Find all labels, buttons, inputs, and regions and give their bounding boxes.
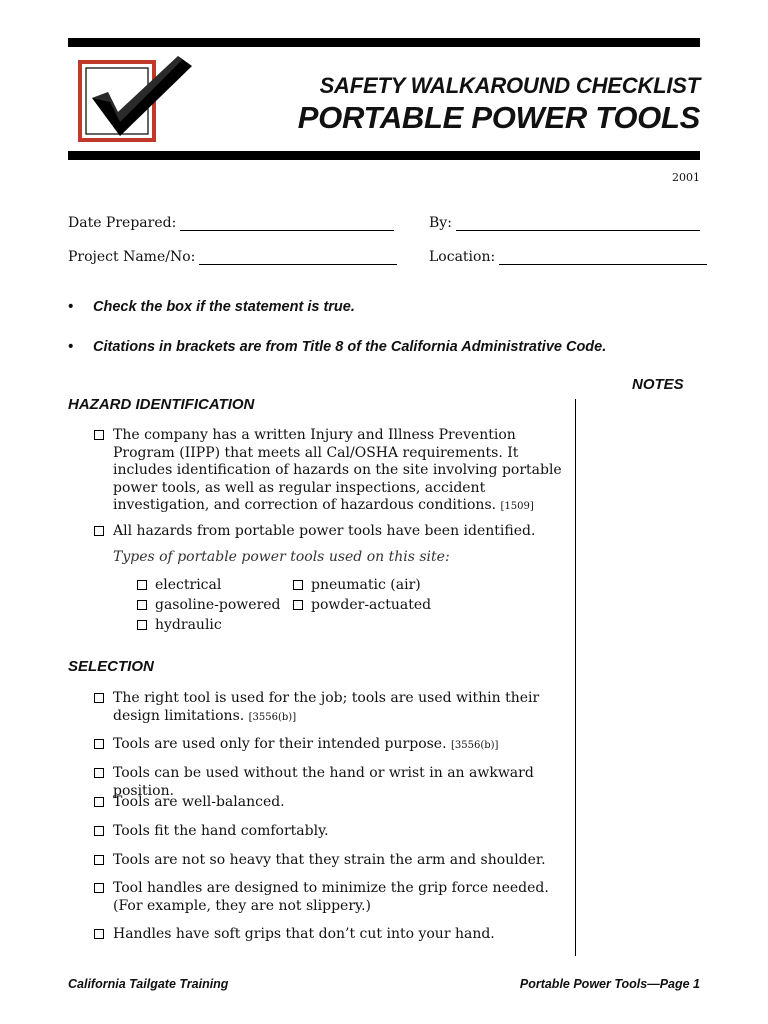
tool-type-option[interactable] [137,577,221,593]
location-line[interactable] [499,250,707,265]
header-top-rule [68,38,700,47]
checklist-item [94,823,564,841]
checkbox[interactable] [94,693,104,703]
item-text: Tools are well-balanced. [113,794,285,810]
item-text: The company has a written Injury and Illness Prevention Program (IIPP) that meets all Cal/OSHA requirements. It includes identification of hazards on the site involving portable power tools, as well as regular inspections, accident investigation, and correction of hazardous conditions. [113,427,562,513]
checklist-item [94,926,564,944]
tool-type-label: hydraulic [155,617,222,633]
location-field[interactable] [429,249,707,265]
checklist-item [94,765,564,799]
item-citation: [3556(b)] [248,711,297,723]
item-text: All hazards from portable power tools have been identified. [113,523,536,539]
tool-type-label: gasoline-powered [155,597,281,613]
checkbox[interactable] [94,929,104,939]
checklist-title: SAFETY WALKAROUND CHECKLIST [319,73,700,98]
footer-left: California Tailgate Training [68,977,229,991]
checklist-item [94,880,564,914]
checklist-item [94,852,564,870]
checklist-item [94,794,564,812]
bullet-icon: • [68,339,74,355]
date-prepared-label: Date Prepared: [68,215,177,231]
instruction-item [68,339,606,355]
footer-page-label: Portable Power Tools—Page 1 [519,977,700,991]
date-prepared-line[interactable] [180,216,394,231]
tool-types-label: Types of portable power tools used on this site: [113,549,450,565]
checklist-item [94,690,564,724]
checkbox[interactable] [94,883,104,893]
checkbox[interactable] [94,526,104,536]
tool-type-label: powder-actuated [311,597,432,613]
item-text: Tools fit the hand comfortably. [113,823,329,839]
instruction-text: Check the box if the statement is true. [93,299,355,315]
by-label: By: [429,215,452,231]
checkbox[interactable] [94,430,104,440]
project-name-label: Project Name/No: [68,249,196,265]
checkbox[interactable] [293,600,303,610]
checklist-item [94,736,564,754]
by-field[interactable] [429,215,700,231]
date-prepared-field[interactable] [68,215,394,231]
item-citation: [1509] [500,501,534,512]
tool-type-label: pneumatic (air) [311,577,421,593]
header-bottom-rule [68,151,700,160]
selection-heading: SELECTION [68,658,154,675]
checkbox[interactable] [137,580,147,590]
notes-divider [575,399,576,956]
item-text: Tools can be used without the hand or wrist in an awkward position. [113,765,534,799]
tool-type-option[interactable] [137,597,281,613]
item-text: Handles have soft grips that don’t cut into your hand. [113,926,495,942]
checkmark-logo-icon [78,52,194,148]
tool-type-option[interactable] [293,577,421,593]
checkbox[interactable] [94,797,104,807]
checkbox[interactable] [94,739,104,749]
by-line[interactable] [456,216,700,231]
item-text: Tools are used only for their intended purpose. [113,736,447,752]
instruction-text: Citations in brackets are from Title 8 of the California Administrative Code. [93,339,607,355]
checklist-item [94,523,564,541]
item-text: Tool handles are designed to minimize the grip force needed. (For example, they are not slippery.) [113,880,549,914]
checkbox[interactable] [293,580,303,590]
project-name-line[interactable] [199,250,397,265]
project-name-field[interactable] [68,249,397,265]
hazard-identification-heading: HAZARD IDENTIFICATION [68,396,255,413]
checkbox[interactable] [94,826,104,836]
checkbox[interactable] [137,600,147,610]
checklist-item [94,427,564,513]
tool-type-label: electrical [155,577,222,593]
page-title: PORTABLE POWER TOOLS [297,100,700,135]
item-citation: [3556(b)] [451,740,499,751]
instruction-item [68,299,355,315]
checkbox[interactable] [94,855,104,865]
notes-heading: NOTES [632,376,684,393]
checkbox[interactable] [94,768,104,778]
location-label: Location: [429,249,496,265]
year-label: 2001 [672,171,700,184]
bullet-icon: • [68,299,74,315]
item-text: The right tool is used for the job; tools are used within their design limitations. [113,690,540,724]
tool-type-option[interactable] [137,617,222,633]
checkbox[interactable] [137,620,147,630]
item-text: Tools are not so heavy that they strain the arm and shoulder. [113,852,546,868]
tool-type-option[interactable] [293,597,431,613]
